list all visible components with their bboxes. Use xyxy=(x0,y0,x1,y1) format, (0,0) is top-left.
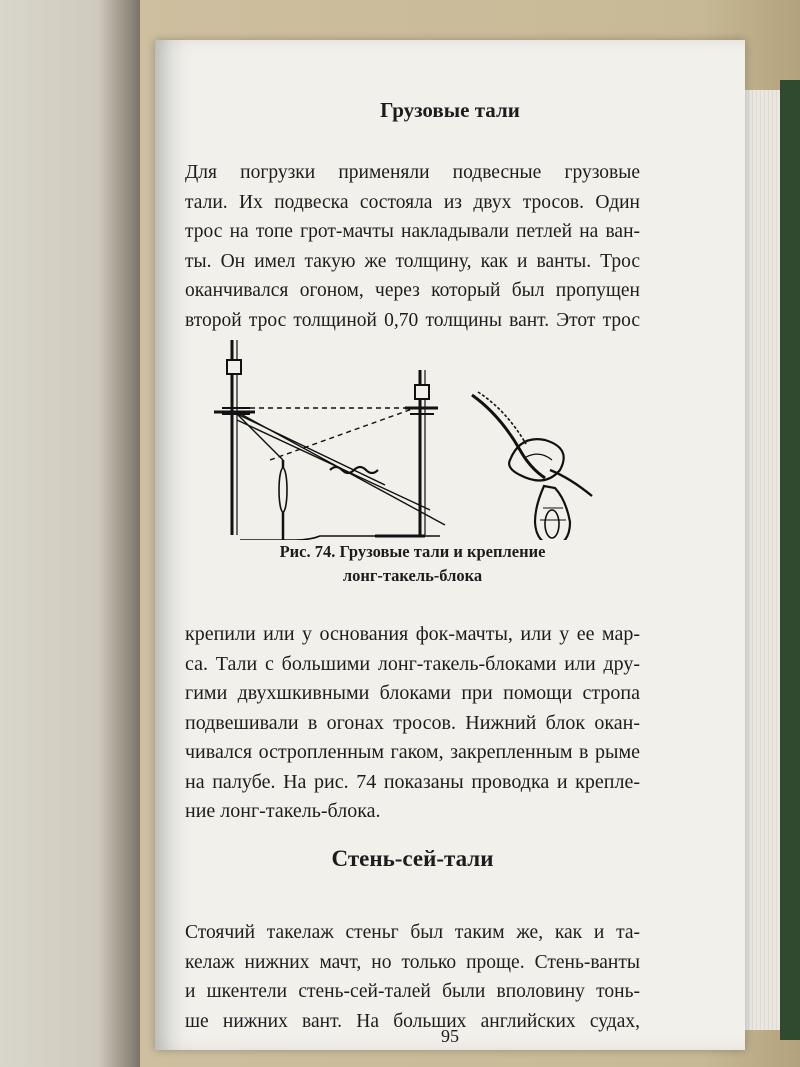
text-line: оканчивался огоном, через который был пропущен xyxy=(185,280,640,301)
paragraph-continuation xyxy=(185,620,640,827)
book-page xyxy=(155,40,745,1050)
text-line: Стоячий такелаж стеньг был таким же, как и та- xyxy=(185,922,640,943)
text-line: второй трос толщиной 0,70 толщины вант. Этот трос xyxy=(185,309,640,331)
text-line: подвешивали в огонах тросов. Нижний блок окан- xyxy=(185,711,640,734)
subsection-heading: Стень-сей-тали xyxy=(331,846,494,871)
text-line: крепили или у основания фок-мачты, или у ее мар- xyxy=(185,623,640,645)
section-title: Грузовые тали xyxy=(380,98,520,122)
figure-caption xyxy=(185,540,640,588)
caption-line: Рис. 74. Грузовые тали и крепление xyxy=(279,542,546,561)
text-line: Для погрузки применяли подвесные грузовые xyxy=(185,162,640,183)
left-mast xyxy=(214,340,255,535)
text-line: на палубе. На рис. 74 показаны проводка и крепле- xyxy=(185,770,640,793)
text-line: чивался остропленным гаком, закрепленным в рыме xyxy=(185,741,640,763)
tackle-lines xyxy=(237,408,445,540)
text-line: и шкентели стень-сей-талей были вполовину тонь- xyxy=(185,981,640,1002)
text-line: трос на топе грот-мачты накладывали петлей на ван- xyxy=(185,221,640,242)
text-line-last: ние лонг-такель-блока. xyxy=(185,800,381,822)
text-line: ше нижних вант. На больших английских судах, xyxy=(185,1010,640,1032)
text-line: келаж нижних мачт, но только проще. Стень-ванты xyxy=(185,951,640,973)
text-line: гими двухшкивными блоками при помощи стропа xyxy=(185,682,640,704)
right-mast xyxy=(405,370,438,535)
page-number: 95 xyxy=(441,1026,459,1046)
facing-page xyxy=(0,0,140,1067)
book-cover-edge xyxy=(780,80,800,1040)
paragraph-intro xyxy=(185,158,640,335)
text-line: ты. Он имел такую же толщину, как и ванты. Трос xyxy=(185,250,640,272)
caption-line: лонг-такель-блока xyxy=(342,566,483,585)
paragraph-topmast xyxy=(185,918,640,1036)
text-line: са. Тали с большими лонг-такель-блоками или дру- xyxy=(185,652,640,675)
rigging-figure xyxy=(210,310,650,540)
text-line: тали. Их подвеска состояла из двух тросов. Один xyxy=(185,191,640,213)
page-edges xyxy=(745,90,780,1030)
spliced-eye-detail xyxy=(472,392,592,540)
